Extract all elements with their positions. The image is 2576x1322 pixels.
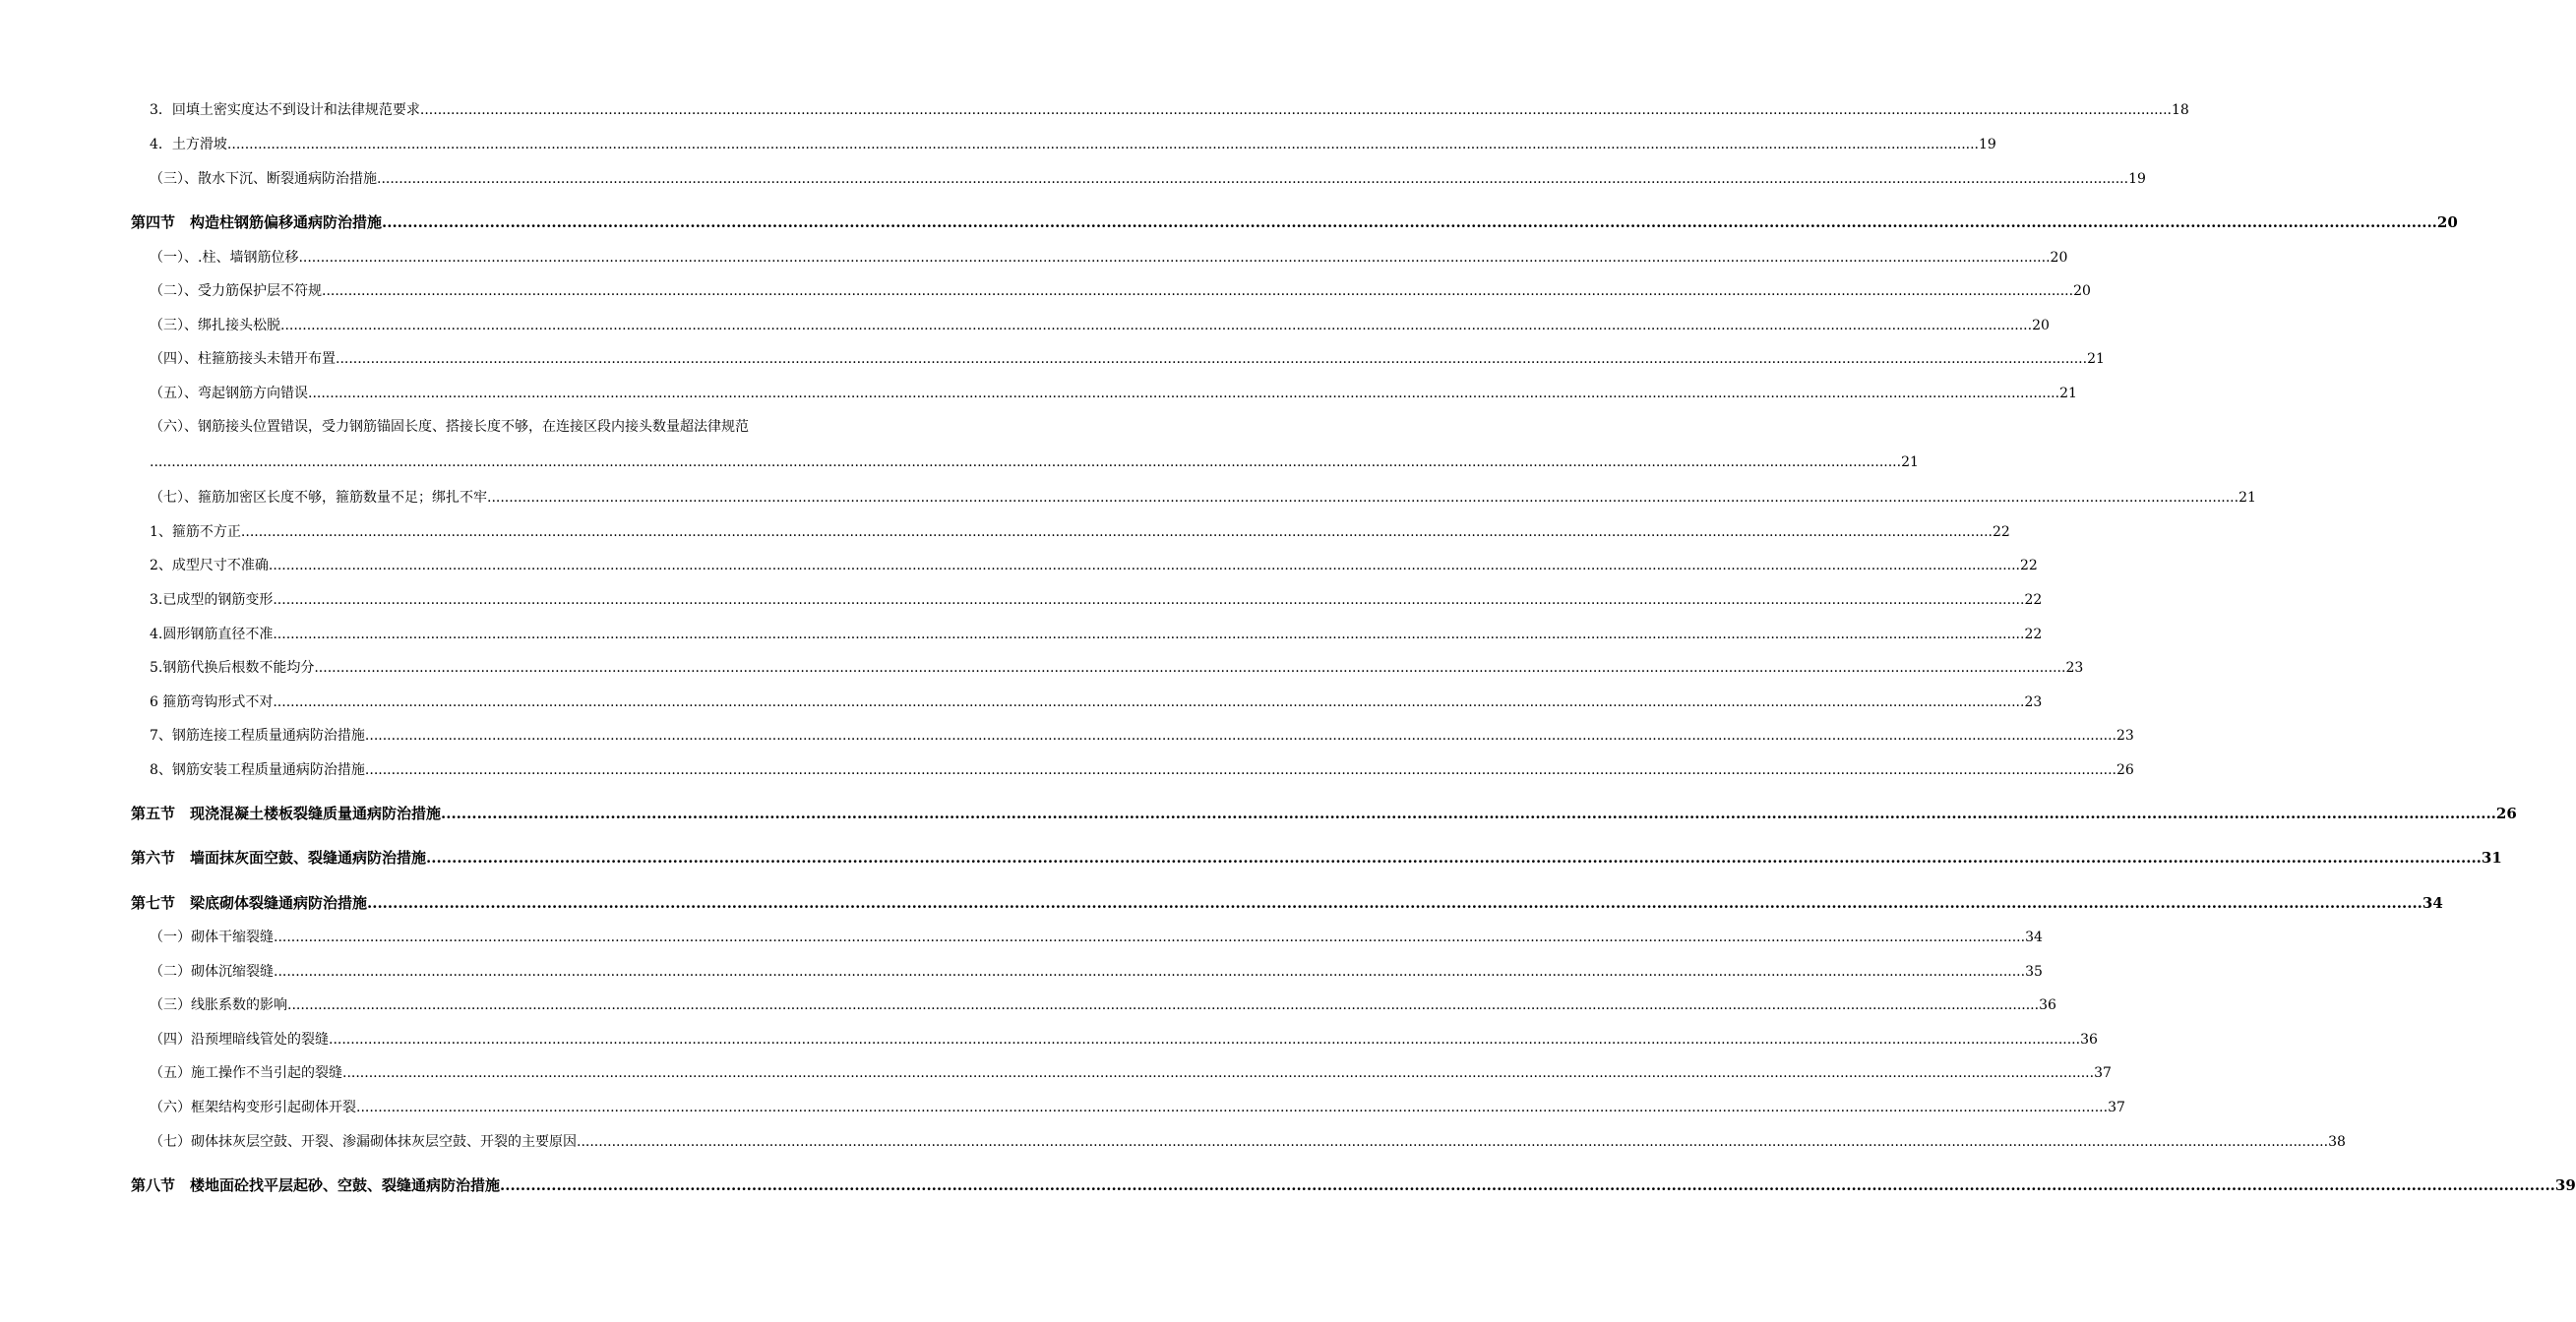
toc-entry[interactable] <box>150 350 2105 368</box>
toc-page-number: 18 <box>2171 102 2189 118</box>
toc-entry-text: 1、箍筋不方正 <box>150 524 241 540</box>
toc-page-number: 34 <box>2422 894 2443 912</box>
toc-entry[interactable] <box>150 963 2043 981</box>
toc-entry[interactable] <box>150 1099 2125 1116</box>
toc-entry[interactable] <box>150 727 2134 745</box>
toc-page-number: 21 <box>1901 454 1919 470</box>
toc-page-number: 19 <box>2128 171 2146 187</box>
toc-page-number: 19 <box>1979 137 1996 152</box>
dot-leader: ................................................................................................................................................................................................................................................................................................................................................................................................................ <box>298 250 2051 266</box>
dot-leader: ................................................................................................................................................................................................................................................................................................................................................................................................................ <box>441 805 2496 822</box>
toc-page-number: 34 <box>2025 930 2043 945</box>
toc-entry-text: （一）、.柱、墙钢筋位移 <box>150 250 299 266</box>
toc-entry[interactable] <box>150 136 1996 153</box>
toc-entry-text: 4．土方滑坡 <box>150 137 227 152</box>
toc-entry-text: 3.已成型的钢筋变形 <box>150 592 274 608</box>
toc-page-number: 31 <box>2481 849 2502 867</box>
toc-page-number: 35 <box>2025 964 2043 980</box>
toc-page-number: 21 <box>2059 386 2077 401</box>
toc-page-number: 21 <box>2087 351 2105 367</box>
toc-entry-text: （七）、箍筋加密区长度不够，箍筋数量不足；绑扎不牢 <box>150 490 487 506</box>
dot-leader: ................................................................................................................................................................................................................................................................................................................................................................................................................ <box>356 1100 2109 1115</box>
toc-page-number: 37 <box>2094 1065 2112 1081</box>
dot-leader: ................................................................................................................................................................................................................................................................................................................................................................................................................ <box>226 137 1979 152</box>
dot-leader: ................................................................................................................................................................................................................................................................................................................................................................................................................ <box>274 930 2026 945</box>
toc-entry-text: （二）砌体沉缩裂缝 <box>150 964 274 980</box>
dot-leader: ................................................................................................................................................................................................................................................................................................................................................................................................................ <box>364 762 2116 778</box>
toc-entry[interactable] <box>150 282 2091 300</box>
dot-leader: ................................................................................................................................................................................................................................................................................................................................................................................................................ <box>274 964 2026 980</box>
toc-entry[interactable] <box>150 761 2134 779</box>
dot-leader: ................................................................................................................................................................................................................................................................................................................................................................................................................ <box>367 894 2423 912</box>
dot-leader: ................................................................................................................................................................................................................................................................................................................................................................................................................ <box>314 660 2066 676</box>
toc-entry[interactable] <box>150 626 2043 643</box>
toc-entry-text: （二）、受力筋保护层不符规 <box>150 283 322 299</box>
toc-entry-text: （六）、钢筋接头位置错误，受力钢筋锚固长度、搭接长度不够，在连接区段内接头数量超法律规范 <box>150 419 749 435</box>
dot-leader: ................................................................................................................................................................................................................................................................................................................................................................................................................ <box>577 1134 2329 1150</box>
dot-leader: ................................................................................................................................................................................................................................................................................................................................................................................................................ <box>382 213 2437 231</box>
toc-page-number: 22 <box>2020 558 2038 573</box>
toc-entry-text: （五）施工操作不当引起的裂缝 <box>150 1065 342 1081</box>
toc-entry-text: 第六节 墙面抹灰面空鼓、裂缝通病防治措施 <box>131 849 427 867</box>
toc-page-number: 23 <box>2116 728 2134 744</box>
dot-leader: ................................................................................................................................................................................................................................................................................................................................................................................................................ <box>336 351 2088 367</box>
toc-section-entry[interactable] <box>131 849 2502 868</box>
toc-page-number: 20 <box>2050 250 2068 266</box>
toc-entry-text: （四）、柱箍筋接头未错开布置 <box>150 351 336 367</box>
toc-entry-text: 7、钢筋连接工程质量通病防治措施 <box>150 728 365 744</box>
toc-page-number: 38 <box>2328 1134 2346 1150</box>
dot-leader: ................................................................................................................................................................................................................................................................................................................................................................................................................ <box>487 490 2239 506</box>
toc-entry-text: （三）线胀系数的影响 <box>150 997 287 1013</box>
toc-entry-text: （五）、弯起钢筋方向错误 <box>150 386 308 401</box>
dot-leader: ................................................................................................................................................................................................................................................................................................................................................................................................................ <box>377 171 2129 187</box>
toc-entry[interactable] <box>150 591 2043 609</box>
toc-page-number: 23 <box>2065 660 2084 676</box>
dot-leader: ................................................................................................................................................................................................................................................................................................................................................................................................................ <box>322 283 2074 299</box>
toc-entry-text: （三）、散水下沉、断裂通病防治措施 <box>150 171 377 187</box>
dot-leader: ................................................................................................................................................................................................................................................................................................................................................................................................................ <box>500 1176 2555 1194</box>
toc-entry[interactable] <box>150 1133 2346 1151</box>
toc-entry-text: 第七节 梁底砌体裂缝通病防治措施 <box>131 894 368 912</box>
toc-entry-text: 第四节 构造柱钢筋偏移通病防治措施 <box>131 213 383 231</box>
toc-page-number: 26 <box>2495 805 2517 822</box>
toc-entry[interactable] <box>150 523 2010 541</box>
dot-leader: ................................................................................................................................................................................................................................................................................................................................................................................................................ <box>426 849 2482 867</box>
toc-page-number: 37 <box>2108 1100 2125 1115</box>
toc-page-number: 20 <box>2032 318 2050 333</box>
toc-entry-text: （六）框架结构变形引起砌体开裂 <box>150 1100 356 1115</box>
toc-page-number: 20 <box>2073 283 2091 299</box>
toc-entry-text: （四）沿预埋暗线管处的裂缝 <box>150 1032 329 1048</box>
toc-page-number: 22 <box>2024 592 2043 608</box>
toc-entry[interactable] <box>150 317 2050 334</box>
toc-entry-text: 5.钢筋代换后根数不能均分 <box>150 660 315 676</box>
toc-entry[interactable] <box>150 996 2056 1014</box>
toc-section-entry[interactable] <box>131 213 2458 232</box>
toc-section-entry[interactable] <box>131 1176 2576 1195</box>
toc-entry-text: （七）砌体抹灰层空鼓、开裂、渗漏砌体抹灰层空鼓、开裂的主要原因 <box>150 1134 577 1150</box>
dot-leader: ................................................................................................................................................................................................................................................................................................................................................................................................................ <box>280 318 2033 333</box>
toc-entry[interactable] <box>150 489 2256 507</box>
toc-page-number: 20 <box>2436 213 2458 231</box>
toc-page-number: 22 <box>2024 627 2043 642</box>
toc-entry[interactable] <box>150 1031 2098 1049</box>
dot-leader: ................................................................................................................................................................................................................................................................................................................................................................................................................ <box>240 524 1993 540</box>
toc-entry-text: 4.圆形钢筋直径不准 <box>150 627 274 642</box>
dot-leader: ................................................................................................................................................................................................................................................................................................................................................................................................................ <box>364 728 2116 744</box>
toc-entry[interactable] <box>150 557 2038 574</box>
toc-page-number: 39 <box>2554 1176 2576 1194</box>
toc-entry-text: 第五节 现浇混凝土楼板裂缝质量通病防治措施 <box>131 805 442 822</box>
toc-entry[interactable] <box>150 170 2146 188</box>
toc-entry-text: 第八节 楼地面砼找平层起砂、空鼓、裂缝通病防治措施 <box>131 1176 501 1194</box>
dot-leader: ................................................................................................................................................................................................................................................................................................................................................................................................................ <box>273 627 2025 642</box>
dot-leader: ................................................................................................................................................................................................................................................................................................................................................................................................................ <box>342 1065 2095 1081</box>
toc-page-number: 23 <box>2024 694 2043 710</box>
toc-page-number: 21 <box>2239 490 2256 506</box>
dot-leader: ................................................................................................................................................................................................................................................................................................................................................................................................................ <box>419 102 2172 118</box>
dot-leader: ................................................................................................................................................................................................................................................................................................................................................................................................................ <box>273 592 2025 608</box>
toc-entry[interactable] <box>150 385 2077 402</box>
toc-entry[interactable] <box>150 101 2189 119</box>
dot-leader: ................................................................................................................................................................................................................................................................................................................................................................................................................ <box>150 454 1902 470</box>
dot-leader: ................................................................................................................................................................................................................................................................................................................................................................................................................ <box>329 1032 2081 1048</box>
toc-entry-text: 3．回填土密实度达不到设计和法律规范要求 <box>150 102 420 118</box>
toc-entry[interactable] <box>150 659 2084 677</box>
toc-page-number: 26 <box>2116 762 2134 778</box>
toc-entry-text: （三）、绑扎接头松脱 <box>150 318 280 333</box>
toc-entry-text: （一）砌体干缩裂缝 <box>150 930 274 945</box>
toc-page-number: 36 <box>2080 1032 2098 1048</box>
toc-entry[interactable] <box>150 929 2043 946</box>
toc-entry-text: 2、成型尺寸不准确 <box>150 558 269 573</box>
dot-leader: ................................................................................................................................................................................................................................................................................................................................................................................................................ <box>268 558 2020 573</box>
dot-leader: ................................................................................................................................................................................................................................................................................................................................................................................................................ <box>273 694 2025 710</box>
dot-leader: ................................................................................................................................................................................................................................................................................................................................................................................................................ <box>287 997 2040 1013</box>
toc-entry[interactable] <box>150 249 2068 267</box>
toc-section-entry[interactable] <box>131 894 2443 913</box>
toc-page-number: 22 <box>1993 524 2010 540</box>
toc-entry[interactable] <box>150 693 2043 711</box>
toc-section-entry[interactable] <box>131 805 2517 823</box>
toc-entry[interactable] <box>150 1064 2112 1082</box>
toc-page-number: 36 <box>2039 997 2056 1013</box>
toc-entry-text: 8、钢筋安装工程质量通病防治措施 <box>150 762 365 778</box>
dot-leader: ................................................................................................................................................................................................................................................................................................................................................................................................................ <box>308 386 2060 401</box>
toc-entry-text: 6 箍筋弯钩形式不对 <box>150 694 274 710</box>
toc-entry[interactable] <box>150 453 1919 471</box>
